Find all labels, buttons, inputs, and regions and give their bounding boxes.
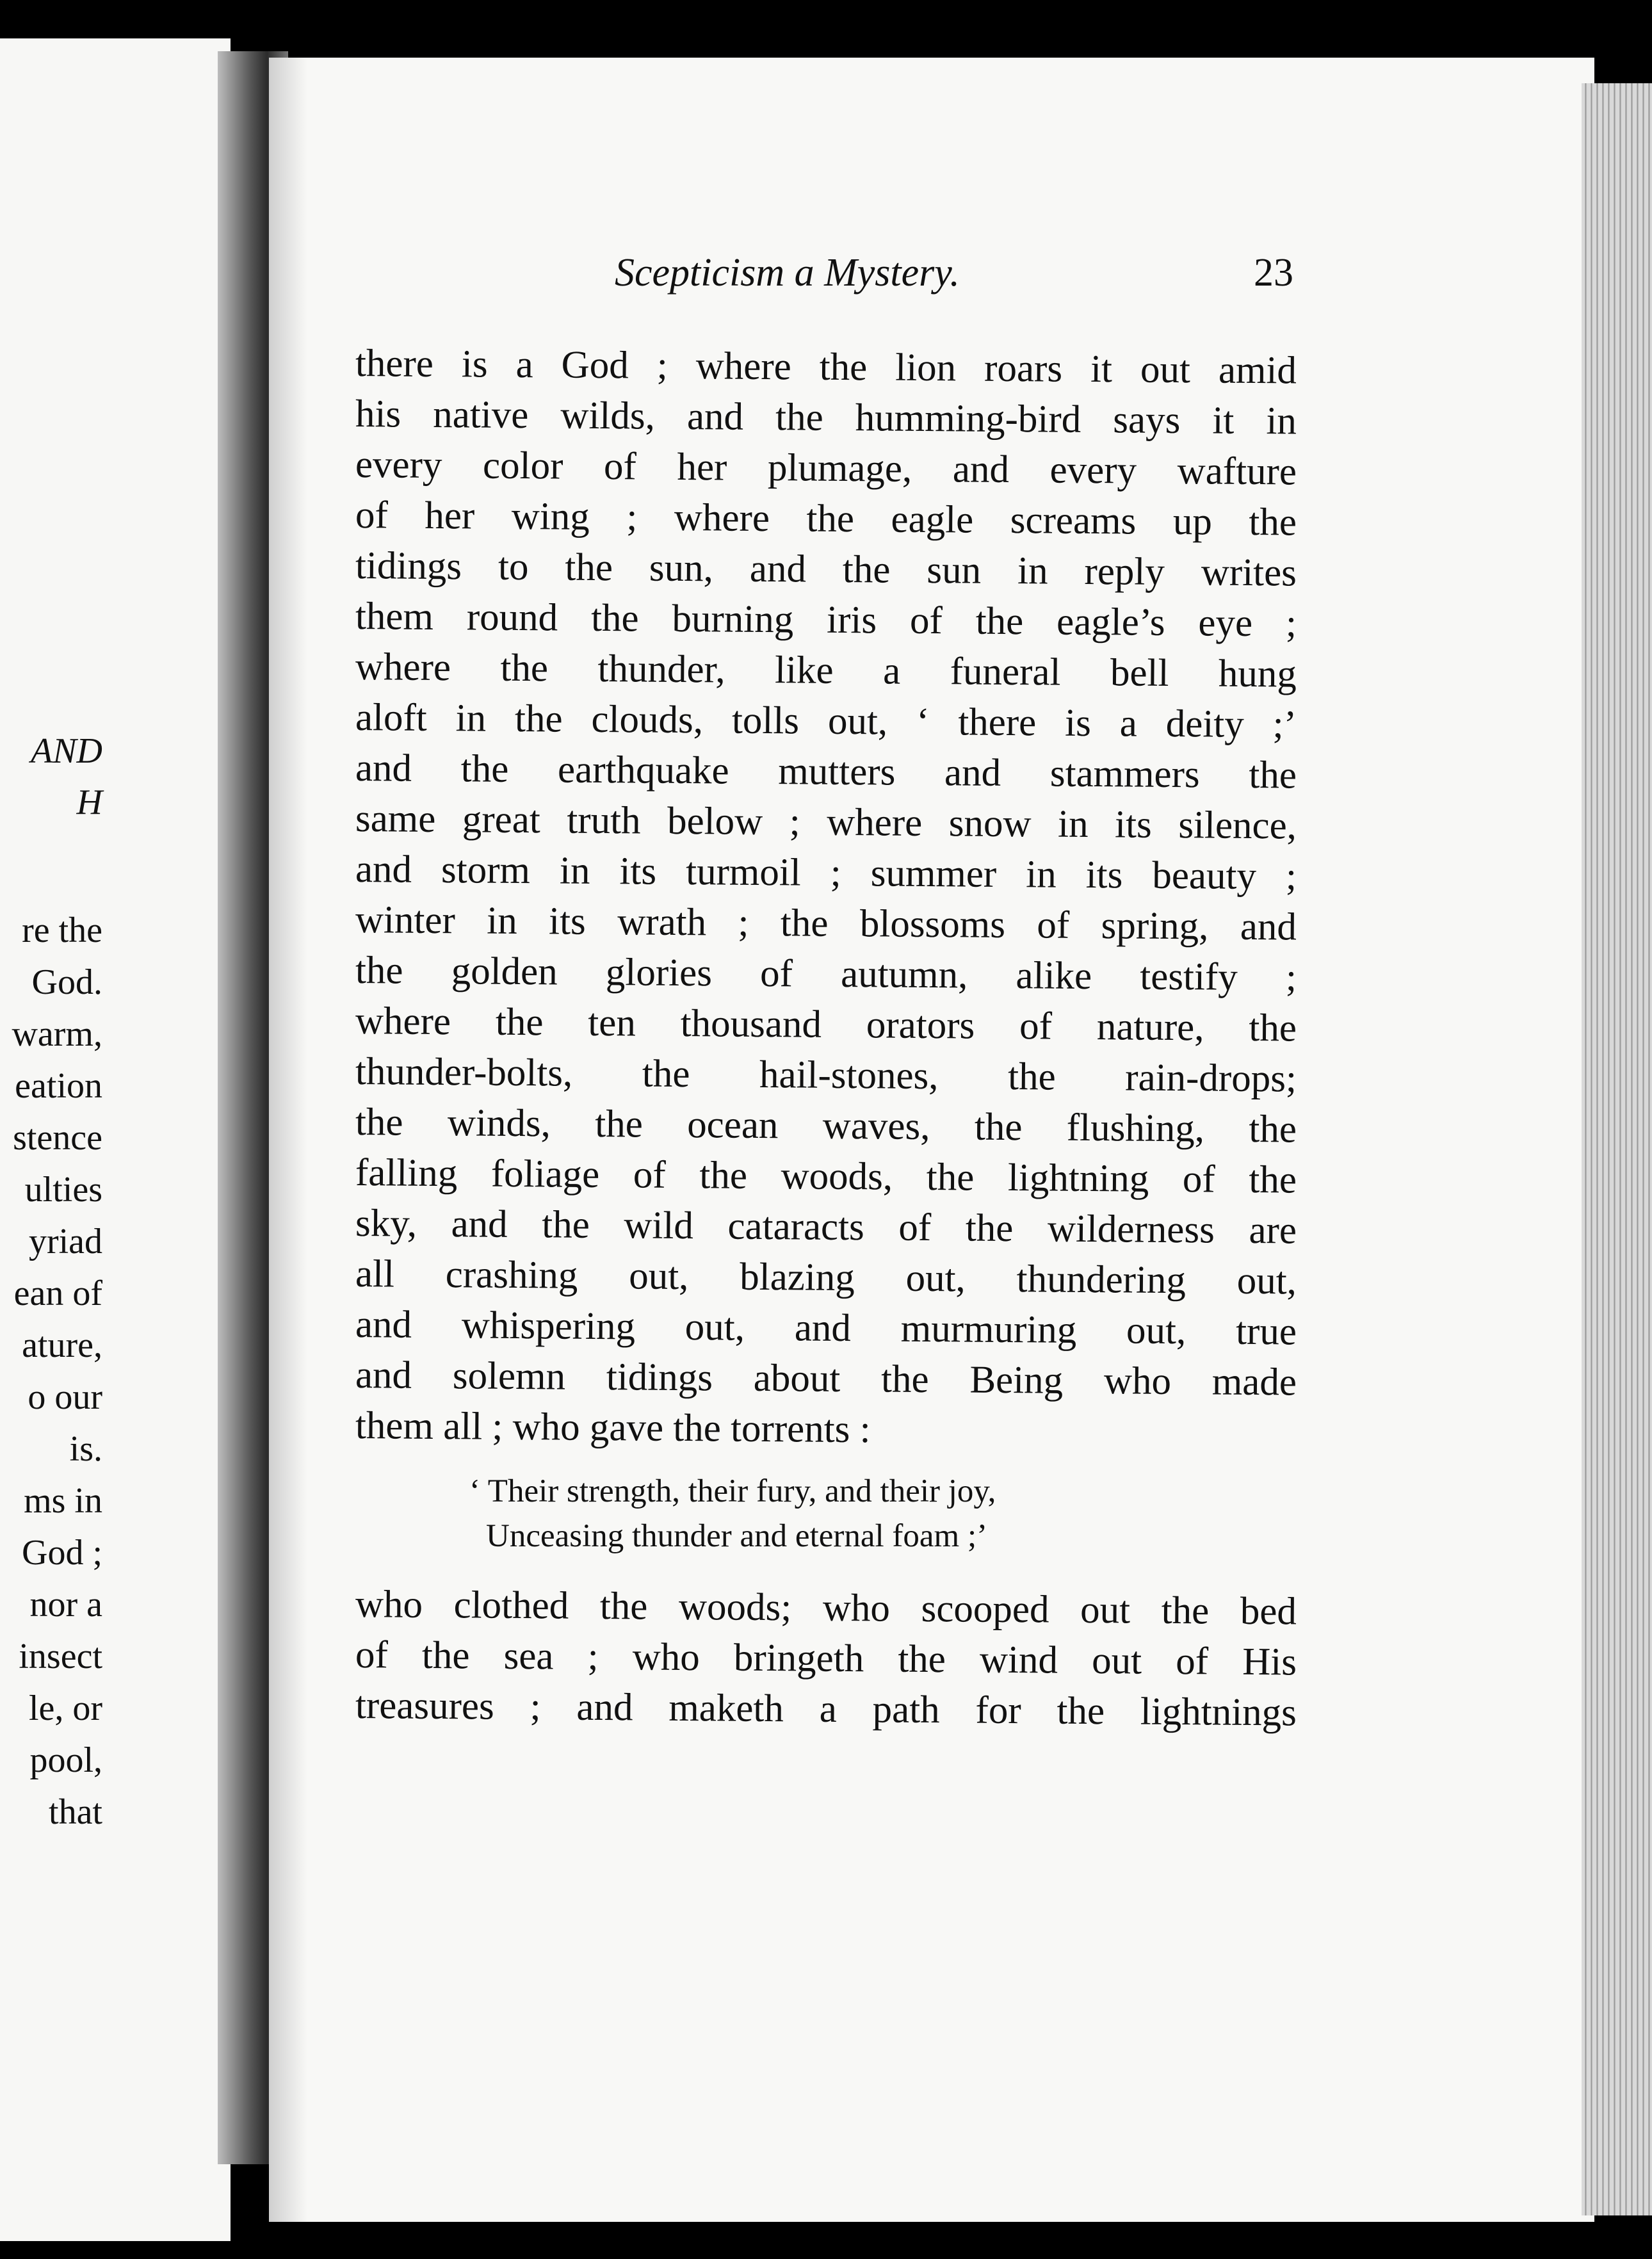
body-line: of her wing ; where the eagle screams up the bbox=[355, 494, 1297, 544]
left-page-line: God ; bbox=[22, 1533, 102, 1573]
left-page-line: insect bbox=[19, 1637, 102, 1676]
body-line: his native wilds, and the humming-bird says it in bbox=[355, 393, 1297, 443]
left-page-line: ms in bbox=[24, 1481, 102, 1521]
left-page-line: God. bbox=[31, 962, 102, 1002]
running-title: Scepticism a Mystery. bbox=[615, 251, 960, 295]
left-page-line: ulties bbox=[24, 1170, 102, 1210]
page-number: 23 bbox=[1254, 251, 1293, 295]
poem-quotation bbox=[469, 1469, 1297, 1559]
page-edge-stack bbox=[1582, 83, 1652, 2215]
left-page-line: AND bbox=[31, 731, 102, 771]
left-page-line: stence bbox=[13, 1118, 102, 1158]
body-line: all crashing out, blazing out, thundering out, bbox=[355, 1252, 1297, 1303]
body-line: thunder-bolts, the hail-stones, the rain-drops; bbox=[355, 1050, 1297, 1101]
left-page-line: ature, bbox=[22, 1325, 102, 1365]
left-page-line: warm, bbox=[12, 1014, 102, 1054]
left-page-line: nor a bbox=[29, 1585, 102, 1624]
left-page-line: is. bbox=[69, 1429, 102, 1469]
body-line: and solemn tidings about the Being who made bbox=[355, 1354, 1297, 1404]
gutter-shade bbox=[269, 58, 307, 2222]
body-line: them round the burning iris of the eagle’s eye ; bbox=[355, 595, 1297, 645]
body-line: sky, and the wild cataracts of the wilderness are bbox=[355, 1202, 1297, 1252]
body-line: where the ten thousand orators of nature, the bbox=[355, 1000, 1297, 1050]
left-page-line: o our bbox=[28, 1377, 102, 1417]
body-line: same great truth below ; where snow in its silence, bbox=[355, 797, 1297, 848]
body-line: falling foliage of the woods, the lightning of the bbox=[355, 1151, 1297, 1202]
left-page-line: ean of bbox=[13, 1274, 102, 1313]
body-line: tidings to the sun, and the sun in reply writes bbox=[355, 544, 1297, 595]
body-line: and the earthquake mutters and stammers the bbox=[355, 747, 1297, 797]
body-line: and whispering out, and murmuring out, true bbox=[355, 1303, 1297, 1354]
body-line: the golden glories of autumn, alike testify ; bbox=[355, 949, 1297, 1000]
body-line: aloft in the clouds, tolls out, ‘ there is a deity ;’ bbox=[355, 696, 1297, 747]
body-line: and storm in its turmoil ; summer in its beauty ; bbox=[355, 848, 1297, 898]
left-page-line: le, or bbox=[28, 1688, 102, 1728]
left-page-line: re the bbox=[22, 911, 102, 950]
left-page-line: that bbox=[49, 1792, 102, 1832]
left-page-line: pool, bbox=[29, 1740, 102, 1780]
body-line: them all ; who gave the torrents : bbox=[355, 1404, 871, 1452]
body-line: there is a God ; where the lion roars it out amid bbox=[355, 342, 1297, 393]
body-line: every color of her plumage, and every wafture bbox=[355, 443, 1297, 494]
poem-line: ‘ Their strength, their fury, and their joy, bbox=[469, 1473, 996, 1509]
left-page-line: eation bbox=[15, 1066, 102, 1106]
body-text bbox=[355, 338, 1297, 1735]
poem-line: Unceasing thunder and eternal foam ;’ bbox=[486, 1518, 988, 1554]
body-line: of the sea ; who bringeth the wind out of His bbox=[355, 1633, 1297, 1684]
body-line: treasures ; and maketh a path for the lightnings bbox=[355, 1684, 1297, 1735]
left-page bbox=[0, 38, 231, 2241]
body-line: who clothed the woods; who scooped out the bed bbox=[355, 1583, 1297, 1633]
left-page-line: H bbox=[76, 782, 102, 822]
left-page-line: yriad bbox=[28, 1222, 102, 1261]
body-line: winter in its wrath ; the blossoms of spring, and bbox=[355, 898, 1297, 949]
body-line: where the thunder, like a funeral bell hung bbox=[355, 645, 1297, 696]
body-line: the winds, the ocean waves, the flushing, the bbox=[355, 1101, 1297, 1151]
